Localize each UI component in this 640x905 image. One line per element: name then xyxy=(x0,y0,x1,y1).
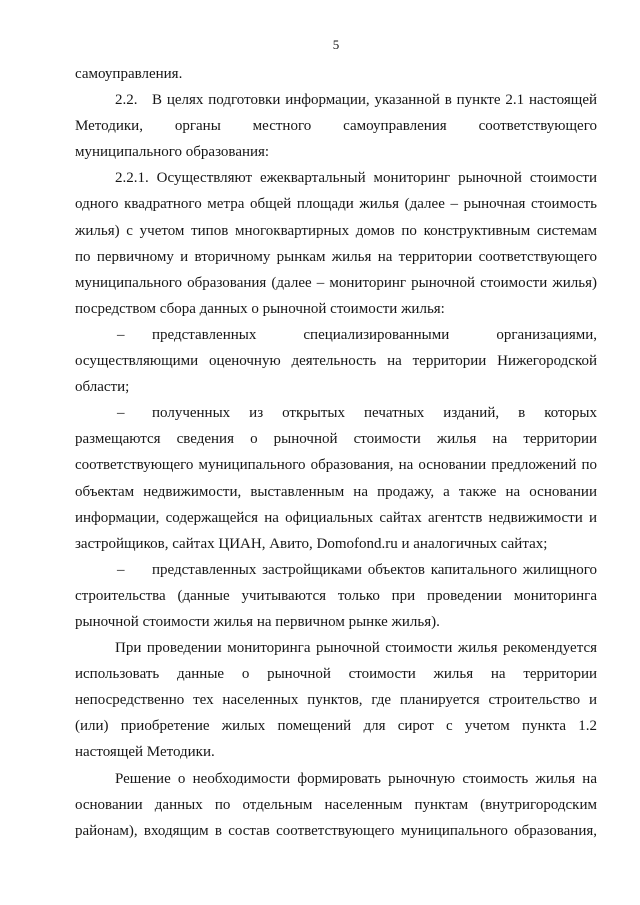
text-line: по первичному и вторичному рынкам жилья на территории соответствующего xyxy=(75,248,597,265)
text-line: посредством сбора данных о рыночной стоимости жилья: xyxy=(75,300,445,317)
text-line: (или) приобретение жилых помещений для сирот с учетом пункта 1.2 xyxy=(75,718,597,735)
text-line: При проведении мониторинга рыночной стоимости жилья рекомендуется xyxy=(115,640,597,657)
clause-2-2 xyxy=(75,87,597,165)
text-line: соответствующего муниципального образования, на основании предложений по xyxy=(75,457,597,474)
text-line: области; xyxy=(75,379,130,396)
text-line: представленных специализированными организациями, xyxy=(152,326,597,343)
text-line: информации, содержащейся на официальных сайтах агентств недвижимости и xyxy=(75,509,597,526)
paragraph xyxy=(75,766,597,844)
document-body xyxy=(75,61,597,844)
text-line: осуществляющими оценочную деятельность на территории Нижегородской xyxy=(75,353,597,370)
text-line: строительства (данные учитываются только при проведении мониторинга xyxy=(75,587,597,604)
text-line: одного квадратного метра общей площади жилья (далее – рыночная стоимость xyxy=(75,196,597,213)
text-line: жилья) с учетом типов многоквартирных домов по конструктивным системам xyxy=(75,222,597,239)
text-line: муниципального образования (далее – мониторинг рыночной стоимости жилья) xyxy=(75,274,597,291)
text-line: непосредственно тех населенных пунктов, где планируется строительство и xyxy=(75,692,597,709)
text-line: полученных из открытых печатных изданий, в которых xyxy=(152,405,597,422)
list-item xyxy=(75,400,597,557)
list-item xyxy=(75,557,597,635)
paragraph-continuation xyxy=(75,61,597,87)
text-line: основании данных по отдельным населенным пунктам (внутригородским xyxy=(75,796,597,813)
list-dash: – xyxy=(117,561,125,578)
list-dash: – xyxy=(117,405,125,422)
text-line: использовать данные о рыночной стоимости жилья на территории xyxy=(75,666,597,683)
text-line: рыночной стоимости жилья на первичном рынке жилья). xyxy=(75,613,440,630)
list-dash: – xyxy=(117,326,125,343)
text-line: районам), входящим в состав соответствующего муниципального образования, xyxy=(75,822,597,839)
list-item-first-line xyxy=(75,400,597,426)
text-line: Решение о необходимости формировать рыночную стоимость жилья на xyxy=(115,770,597,787)
text-line: настоящей Методики. xyxy=(75,744,215,761)
text-line: застройщиков, сайтах ЦИАН, Авито, Domofond.ru и аналогичных сайтах; xyxy=(75,535,548,552)
text-line: самоуправления. xyxy=(75,66,183,82)
text-line: Методики, органы местного самоуправления соответствующего xyxy=(75,118,597,135)
list-item-first-line xyxy=(75,322,597,348)
text-line: В целях подготовки информации, указанной в пункте 2.1 настоящей xyxy=(152,92,597,109)
text-line: муниципального образования: xyxy=(75,144,270,161)
clause-2-2-1 xyxy=(75,165,597,322)
text-line: 2.2.1. Осуществляют ежеквартальный мониторинг рыночной стоимости xyxy=(115,170,597,187)
page-number: 5 xyxy=(332,37,340,52)
list-item-first-line xyxy=(75,557,597,583)
clause-first-line xyxy=(75,87,597,113)
list-item xyxy=(75,322,597,400)
text-line: представленных застройщиками объектов капитального жилищного xyxy=(152,561,597,578)
clause-number: 2.2. xyxy=(115,92,138,109)
paragraph xyxy=(75,635,597,765)
text-line: объектам недвижимости, выставленным на продажу, а также на основании xyxy=(75,483,597,500)
text-line: размещаются сведения о рыночной стоимости жилья на территории xyxy=(75,431,597,448)
